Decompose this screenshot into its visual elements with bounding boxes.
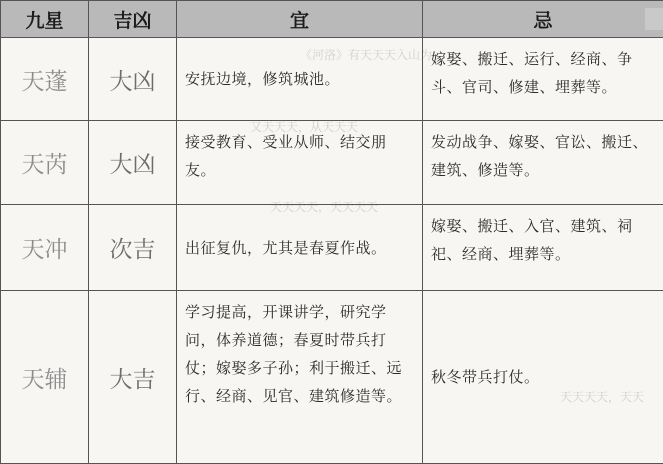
table-row xyxy=(1,121,663,205)
luck-rating: 大凶 xyxy=(89,121,177,205)
header-ji: 忌 xyxy=(423,1,663,38)
header-luck: 吉凶 xyxy=(89,1,177,38)
bleed-through-text: 天天天天，天天天天 xyxy=(270,198,378,215)
star-name: 天蓬 xyxy=(1,38,89,121)
luck-rating: 大吉 xyxy=(89,291,177,464)
header-yi: 宜 xyxy=(177,1,423,38)
table-row xyxy=(1,205,663,291)
table-row xyxy=(1,38,663,121)
star-name: 天冲 xyxy=(1,205,89,291)
unfavorable-activities: 发动战争、嫁娶、官讼、搬迁、建筑、修造等。 xyxy=(423,121,663,205)
header-star: 九星 xyxy=(1,1,89,38)
side-tab-marker xyxy=(645,8,663,30)
favorable-activities: 学习提高，开课讲学，研究学问，体养道德；春夏时带兵打仗；嫁娶多子孙；利于搬迁、远行、经商、见官、建筑修造等。 xyxy=(177,291,423,464)
bleed-through-text: 天天天天，天天 xyxy=(560,388,644,405)
star-name: 天芮 xyxy=(1,121,89,205)
table-header-row xyxy=(1,1,663,38)
favorable-activities: 接受教育、受业从师、结交朋友。 xyxy=(177,121,423,205)
bleed-through-text: 《河洛》有天天天入山为 xyxy=(300,46,432,63)
luck-rating: 大凶 xyxy=(89,38,177,121)
luck-rating: 次吉 xyxy=(89,205,177,291)
bleed-through-text: 又天天天，从天天天 xyxy=(250,118,358,135)
favorable-activities: 出征复仇，尤其是春夏作战。 xyxy=(177,205,423,291)
table-row xyxy=(1,291,663,464)
unfavorable-activities: 秋冬带兵打仗。 xyxy=(423,291,663,464)
favorable-activities: 安抚边境，修筑城池。 xyxy=(177,38,423,121)
unfavorable-activities: 嫁娶、搬迁、运行、经商、争斗、官司、修建、埋葬等。 xyxy=(423,38,663,121)
unfavorable-activities: 嫁娶、搬迁、入官、建筑、祠祀、经商、埋葬等。 xyxy=(423,205,663,291)
star-name: 天辅 xyxy=(1,291,89,464)
